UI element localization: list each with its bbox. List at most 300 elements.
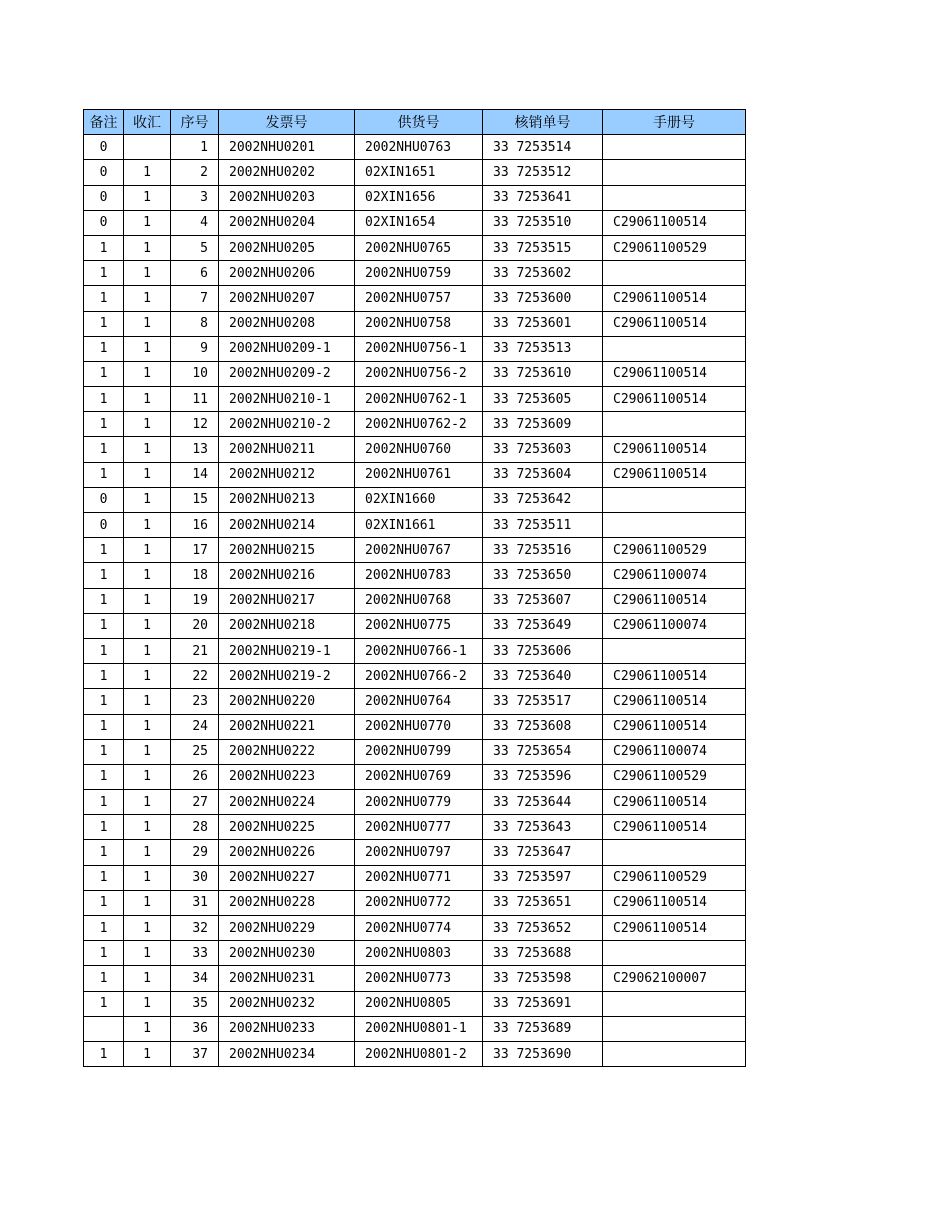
supply-no-cell[interactable]: 2002NHU0762-2 — [355, 412, 483, 437]
serial-cell[interactable]: 18 — [171, 563, 219, 588]
verification-no-cell[interactable]: 33 7253597 — [483, 865, 603, 890]
table-row — [84, 185, 746, 210]
remittance-cell[interactable]: 1 — [124, 311, 171, 336]
handbook-no-cell[interactable]: C29061100529 — [603, 538, 746, 563]
invoice-no-cell[interactable]: 2002NHU0234 — [219, 1041, 355, 1066]
invoice-no-cell[interactable]: 2002NHU0219-2 — [219, 664, 355, 689]
remittance-cell[interactable]: 1 — [124, 235, 171, 260]
table-row — [84, 941, 746, 966]
supply-no-cell[interactable]: 02XIN1656 — [355, 185, 483, 210]
invoice-no-cell[interactable]: 2002NHU0224 — [219, 790, 355, 815]
handbook-no-cell[interactable]: C29061100514 — [603, 689, 746, 714]
supply-no-cell[interactable]: 2002NHU0799 — [355, 739, 483, 764]
remark-cell[interactable]: 0 — [84, 210, 124, 235]
remittance-cell[interactable]: 1 — [124, 563, 171, 588]
table-row — [84, 840, 746, 865]
table-row — [84, 210, 746, 235]
table-row — [84, 966, 746, 991]
handbook-no-cell[interactable]: C29061100514 — [603, 790, 746, 815]
column-header-serial[interactable]: 序号 — [171, 110, 219, 135]
table-row — [84, 588, 746, 613]
handbook-no-cell[interactable]: C29061100514 — [603, 210, 746, 235]
invoice-no-cell[interactable]: 2002NHU0210-1 — [219, 387, 355, 412]
serial-cell[interactable]: 1 — [171, 135, 219, 160]
table-row — [84, 538, 746, 563]
serial-cell[interactable]: 23 — [171, 689, 219, 714]
table-row — [84, 638, 746, 663]
serial-cell[interactable]: 19 — [171, 588, 219, 613]
handbook-no-cell[interactable]: C29061100514 — [603, 664, 746, 689]
remittance-cell[interactable]: 1 — [124, 412, 171, 437]
table-row — [84, 739, 746, 764]
table-row — [84, 613, 746, 638]
table-row — [84, 689, 746, 714]
supply-no-cell[interactable]: 2002NHU0756-1 — [355, 336, 483, 361]
table-row — [84, 991, 746, 1016]
invoice-no-cell[interactable]: 2002NHU0220 — [219, 689, 355, 714]
serial-cell[interactable]: 20 — [171, 613, 219, 638]
supply-no-cell[interactable]: 2002NHU0801-2 — [355, 1041, 483, 1066]
remark-cell[interactable]: 1 — [84, 916, 124, 941]
remark-cell[interactable]: 1 — [84, 739, 124, 764]
verification-no-cell[interactable]: 33 7253649 — [483, 613, 603, 638]
serial-cell[interactable]: 12 — [171, 412, 219, 437]
remittance-cell[interactable]: 1 — [124, 1041, 171, 1066]
handbook-no-cell[interactable]: C29061100074 — [603, 613, 746, 638]
remark-cell[interactable]: 1 — [84, 437, 124, 462]
serial-cell[interactable]: 27 — [171, 790, 219, 815]
handbook-no-cell[interactable]: C29062100007 — [603, 966, 746, 991]
table-row — [84, 311, 746, 336]
handbook-no-cell[interactable] — [603, 1016, 746, 1041]
table-row — [84, 790, 746, 815]
verification-no-cell[interactable]: 33 7253510 — [483, 210, 603, 235]
verification-no-cell[interactable]: 33 7253690 — [483, 1041, 603, 1066]
remark-cell[interactable]: 1 — [84, 764, 124, 789]
invoice-no-cell[interactable]: 2002NHU0230 — [219, 941, 355, 966]
serial-cell[interactable]: 21 — [171, 638, 219, 663]
remark-cell[interactable]: 1 — [84, 638, 124, 663]
serial-cell[interactable]: 5 — [171, 235, 219, 260]
verification-no-cell[interactable]: 33 7253598 — [483, 966, 603, 991]
serial-cell[interactable]: 8 — [171, 311, 219, 336]
table-row — [84, 412, 746, 437]
handbook-no-cell[interactable] — [603, 1041, 746, 1066]
verification-no-cell[interactable]: 33 7253609 — [483, 412, 603, 437]
serial-cell[interactable]: 30 — [171, 865, 219, 890]
supply-no-cell[interactable]: 2002NHU0797 — [355, 840, 483, 865]
column-header-remark[interactable]: 备注 — [84, 110, 124, 135]
handbook-no-cell[interactable] — [603, 941, 746, 966]
remark-cell[interactable]: 0 — [84, 185, 124, 210]
verification-no-cell[interactable]: 33 7253517 — [483, 689, 603, 714]
handbook-no-cell[interactable] — [603, 160, 746, 185]
header-row — [84, 110, 746, 135]
remark-cell[interactable]: 1 — [84, 361, 124, 386]
verification-no-cell[interactable]: 33 7253603 — [483, 437, 603, 462]
table-row — [84, 1041, 746, 1066]
remittance-cell[interactable]: 1 — [124, 336, 171, 361]
verification-no-cell[interactable]: 33 7253610 — [483, 361, 603, 386]
supply-no-cell[interactable]: 2002NHU0759 — [355, 261, 483, 286]
remark-cell[interactable]: 1 — [84, 714, 124, 739]
remittance-cell[interactable]: 1 — [124, 664, 171, 689]
remittance-cell[interactable]: 1 — [124, 865, 171, 890]
invoice-no-cell[interactable]: 2002NHU0208 — [219, 311, 355, 336]
serial-cell[interactable]: 2 — [171, 160, 219, 185]
remark-cell[interactable]: 0 — [84, 135, 124, 160]
serial-cell[interactable]: 28 — [171, 815, 219, 840]
remittance-cell[interactable]: 1 — [124, 764, 171, 789]
remittance-cell[interactable]: 1 — [124, 261, 171, 286]
handbook-no-cell[interactable]: C29061100074 — [603, 739, 746, 764]
supply-no-cell[interactable]: 2002NHU0768 — [355, 588, 483, 613]
remark-cell[interactable] — [84, 1016, 124, 1041]
handbook-no-cell[interactable] — [603, 135, 746, 160]
handbook-no-cell[interactable]: C29061100514 — [603, 437, 746, 462]
table-row — [84, 387, 746, 412]
supply-no-cell[interactable]: 2002NHU0774 — [355, 916, 483, 941]
verification-no-cell[interactable]: 33 7253607 — [483, 588, 603, 613]
remittance-cell[interactable]: 1 — [124, 689, 171, 714]
serial-cell[interactable]: 35 — [171, 991, 219, 1016]
serial-cell[interactable]: 31 — [171, 890, 219, 915]
table-row — [84, 1016, 746, 1041]
serial-cell[interactable]: 15 — [171, 487, 219, 512]
supply-no-cell[interactable]: 2002NHU0771 — [355, 865, 483, 890]
serial-cell[interactable]: 10 — [171, 361, 219, 386]
handbook-no-cell[interactable]: C29061100074 — [603, 563, 746, 588]
table-body — [84, 135, 746, 1067]
remittance-cell[interactable]: 1 — [124, 361, 171, 386]
remittance-cell[interactable]: 1 — [124, 1016, 171, 1041]
table-row — [84, 462, 746, 487]
invoice-no-cell[interactable]: 2002NHU0216 — [219, 563, 355, 588]
invoice-no-cell[interactable]: 2002NHU0226 — [219, 840, 355, 865]
invoice-no-cell[interactable]: 2002NHU0225 — [219, 815, 355, 840]
remark-cell[interactable]: 1 — [84, 966, 124, 991]
invoice-no-cell[interactable]: 2002NHU0221 — [219, 714, 355, 739]
verification-no-cell[interactable]: 33 7253641 — [483, 185, 603, 210]
verification-no-cell[interactable]: 33 7253606 — [483, 638, 603, 663]
supply-no-cell[interactable]: 2002NHU0770 — [355, 714, 483, 739]
supply-no-cell[interactable]: 2002NHU0760 — [355, 437, 483, 462]
supply-no-cell[interactable]: 2002NHU0766-1 — [355, 638, 483, 663]
supply-no-cell[interactable]: 2002NHU0767 — [355, 538, 483, 563]
handbook-no-cell[interactable] — [603, 513, 746, 538]
supply-no-cell[interactable]: 2002NHU0801-1 — [355, 1016, 483, 1041]
verification-no-cell[interactable]: 33 7253600 — [483, 286, 603, 311]
verification-no-cell[interactable]: 33 7253640 — [483, 664, 603, 689]
table-row — [84, 714, 746, 739]
remittance-cell[interactable]: 1 — [124, 185, 171, 210]
remittance-cell[interactable]: 1 — [124, 890, 171, 915]
remittance-cell[interactable]: 1 — [124, 210, 171, 235]
verification-no-cell[interactable]: 33 7253689 — [483, 1016, 603, 1041]
supply-no-cell[interactable]: 2002NHU0758 — [355, 311, 483, 336]
verification-no-cell[interactable]: 33 7253605 — [483, 387, 603, 412]
remittance-cell[interactable]: 1 — [124, 714, 171, 739]
supply-no-cell[interactable]: 2002NHU0779 — [355, 790, 483, 815]
verification-no-cell[interactable]: 33 7253688 — [483, 941, 603, 966]
remittance-cell[interactable]: 1 — [124, 513, 171, 538]
supply-no-cell[interactable]: 2002NHU0805 — [355, 991, 483, 1016]
handbook-no-cell[interactable] — [603, 487, 746, 512]
supply-no-cell[interactable]: 2002NHU0762-1 — [355, 387, 483, 412]
remark-cell[interactable]: 1 — [84, 387, 124, 412]
remark-cell[interactable]: 1 — [84, 412, 124, 437]
invoice-no-cell[interactable]: 2002NHU0218 — [219, 613, 355, 638]
supply-no-cell[interactable]: 2002NHU0765 — [355, 235, 483, 260]
invoice-no-cell[interactable]: 2002NHU0223 — [219, 764, 355, 789]
remark-cell[interactable]: 1 — [84, 865, 124, 890]
remark-cell[interactable]: 1 — [84, 1041, 124, 1066]
verification-no-cell[interactable]: 33 7253691 — [483, 991, 603, 1016]
remittance-cell[interactable]: 1 — [124, 638, 171, 663]
remittance-cell[interactable]: 1 — [124, 462, 171, 487]
table-row — [84, 235, 746, 260]
supply-no-cell[interactable]: 2002NHU0772 — [355, 890, 483, 915]
table-row — [84, 815, 746, 840]
serial-cell[interactable]: 13 — [171, 437, 219, 462]
invoice-no-cell[interactable]: 2002NHU0204 — [219, 210, 355, 235]
handbook-no-cell[interactable] — [603, 638, 746, 663]
verification-no-cell[interactable]: 33 7253642 — [483, 487, 603, 512]
serial-cell[interactable]: 34 — [171, 966, 219, 991]
serial-cell[interactable]: 14 — [171, 462, 219, 487]
supply-no-cell[interactable]: 2002NHU0756-2 — [355, 361, 483, 386]
verification-no-cell[interactable]: 33 7253647 — [483, 840, 603, 865]
invoice-no-cell[interactable]: 2002NHU0205 — [219, 235, 355, 260]
handbook-no-cell[interactable]: C29061100514 — [603, 714, 746, 739]
supply-no-cell[interactable]: 2002NHU0777 — [355, 815, 483, 840]
invoice-no-cell[interactable]: 2002NHU0209-2 — [219, 361, 355, 386]
supply-no-cell[interactable]: 2002NHU0773 — [355, 966, 483, 991]
column-header-verification-no[interactable]: 核销单号 — [483, 110, 603, 135]
verification-no-cell[interactable]: 33 7253516 — [483, 538, 603, 563]
serial-cell[interactable]: 37 — [171, 1041, 219, 1066]
serial-cell[interactable]: 9 — [171, 336, 219, 361]
invoice-no-cell[interactable]: 2002NHU0211 — [219, 437, 355, 462]
remark-cell[interactable]: 1 — [84, 890, 124, 915]
remark-cell[interactable]: 0 — [84, 513, 124, 538]
remittance-cell[interactable]: 1 — [124, 739, 171, 764]
supply-no-cell[interactable]: 2002NHU0766-2 — [355, 664, 483, 689]
verification-no-cell[interactable]: 33 7253652 — [483, 916, 603, 941]
handbook-no-cell[interactable] — [603, 840, 746, 865]
remittance-cell[interactable]: 1 — [124, 790, 171, 815]
verification-no-cell[interactable]: 33 7253514 — [483, 135, 603, 160]
handbook-no-cell[interactable] — [603, 412, 746, 437]
remark-cell[interactable]: 1 — [84, 235, 124, 260]
serial-cell[interactable]: 4 — [171, 210, 219, 235]
invoice-no-cell[interactable]: 2002NHU0202 — [219, 160, 355, 185]
verification-no-cell[interactable]: 33 7253513 — [483, 336, 603, 361]
supply-no-cell[interactable]: 2002NHU0764 — [355, 689, 483, 714]
table-row — [84, 361, 746, 386]
remark-cell[interactable]: 1 — [84, 563, 124, 588]
supply-no-cell[interactable]: 02XIN1660 — [355, 487, 483, 512]
handbook-no-cell[interactable]: C29061100514 — [603, 361, 746, 386]
remark-cell[interactable]: 1 — [84, 790, 124, 815]
verification-no-cell[interactable]: 33 7253604 — [483, 462, 603, 487]
supply-no-cell[interactable]: 02XIN1661 — [355, 513, 483, 538]
invoice-no-cell[interactable]: 2002NHU0215 — [219, 538, 355, 563]
remark-cell[interactable]: 1 — [84, 588, 124, 613]
supply-no-cell[interactable]: 2002NHU0763 — [355, 135, 483, 160]
remittance-cell[interactable]: 1 — [124, 991, 171, 1016]
serial-cell[interactable]: 36 — [171, 1016, 219, 1041]
remark-cell[interactable]: 1 — [84, 286, 124, 311]
supply-no-cell[interactable]: 02XIN1654 — [355, 210, 483, 235]
invoice-no-cell[interactable]: 2002NHU0229 — [219, 916, 355, 941]
verification-no-cell[interactable]: 33 7253644 — [483, 790, 603, 815]
invoice-table — [83, 109, 746, 1067]
remark-cell[interactable]: 1 — [84, 462, 124, 487]
handbook-no-cell[interactable]: C29061100514 — [603, 916, 746, 941]
invoice-no-cell[interactable]: 2002NHU0213 — [219, 487, 355, 512]
invoice-no-cell[interactable]: 2002NHU0227 — [219, 865, 355, 890]
supply-no-cell[interactable]: 2002NHU0761 — [355, 462, 483, 487]
handbook-no-cell[interactable] — [603, 261, 746, 286]
remark-cell[interactable]: 0 — [84, 487, 124, 512]
serial-cell[interactable]: 29 — [171, 840, 219, 865]
remark-cell[interactable]: 0 — [84, 160, 124, 185]
column-header-handbook-no[interactable]: 手册号 — [603, 110, 746, 135]
handbook-no-cell[interactable] — [603, 336, 746, 361]
supply-no-cell[interactable]: 02XIN1651 — [355, 160, 483, 185]
remittance-cell[interactable]: 1 — [124, 387, 171, 412]
serial-cell[interactable]: 16 — [171, 513, 219, 538]
table-row — [84, 563, 746, 588]
remittance-cell[interactable]: 1 — [124, 160, 171, 185]
remittance-cell[interactable]: 1 — [124, 437, 171, 462]
verification-no-cell[interactable]: 33 7253654 — [483, 739, 603, 764]
remark-cell[interactable]: 1 — [84, 261, 124, 286]
column-header-remittance[interactable]: 收汇 — [124, 110, 171, 135]
remittance-cell[interactable]: 1 — [124, 286, 171, 311]
handbook-no-cell[interactable] — [603, 185, 746, 210]
remark-cell[interactable]: 1 — [84, 336, 124, 361]
remark-cell[interactable]: 1 — [84, 991, 124, 1016]
column-header-invoice-no[interactable]: 发票号 — [219, 110, 355, 135]
verification-no-cell[interactable]: 33 7253515 — [483, 235, 603, 260]
serial-cell[interactable]: 33 — [171, 941, 219, 966]
serial-cell[interactable]: 32 — [171, 916, 219, 941]
verification-no-cell[interactable]: 33 7253602 — [483, 261, 603, 286]
table-row — [84, 865, 746, 890]
handbook-no-cell[interactable]: C29061100529 — [603, 235, 746, 260]
remark-cell[interactable]: 1 — [84, 840, 124, 865]
handbook-no-cell[interactable]: C29061100514 — [603, 462, 746, 487]
remark-cell[interactable]: 1 — [84, 311, 124, 336]
table-row — [84, 135, 746, 160]
remittance-cell[interactable]: 1 — [124, 840, 171, 865]
remark-cell[interactable]: 1 — [84, 664, 124, 689]
handbook-no-cell[interactable]: C29061100514 — [603, 890, 746, 915]
remittance-cell[interactable]: 1 — [124, 941, 171, 966]
remittance-cell[interactable]: 1 — [124, 487, 171, 512]
remittance-cell[interactable]: 1 — [124, 815, 171, 840]
serial-cell[interactable]: 26 — [171, 764, 219, 789]
handbook-no-cell[interactable]: C29061100529 — [603, 764, 746, 789]
verification-no-cell[interactable]: 33 7253643 — [483, 815, 603, 840]
table-row — [84, 890, 746, 915]
remark-cell[interactable]: 1 — [84, 815, 124, 840]
invoice-no-cell[interactable]: 2002NHU0206 — [219, 261, 355, 286]
remittance-cell[interactable]: 1 — [124, 588, 171, 613]
serial-cell[interactable]: 7 — [171, 286, 219, 311]
serial-cell[interactable]: 3 — [171, 185, 219, 210]
table-row — [84, 261, 746, 286]
handbook-no-cell[interactable]: C29061100514 — [603, 286, 746, 311]
handbook-no-cell[interactable]: C29061100529 — [603, 865, 746, 890]
invoice-no-cell[interactable]: 2002NHU0228 — [219, 890, 355, 915]
serial-cell[interactable]: 24 — [171, 714, 219, 739]
supply-no-cell[interactable]: 2002NHU0775 — [355, 613, 483, 638]
table-row — [84, 437, 746, 462]
invoice-no-cell[interactable]: 2002NHU0219-1 — [219, 638, 355, 663]
invoice-no-cell[interactable]: 2002NHU0207 — [219, 286, 355, 311]
invoice-no-cell[interactable]: 2002NHU0214 — [219, 513, 355, 538]
handbook-no-cell[interactable] — [603, 991, 746, 1016]
verification-no-cell[interactable]: 33 7253651 — [483, 890, 603, 915]
table-row — [84, 336, 746, 361]
serial-cell[interactable]: 17 — [171, 538, 219, 563]
invoice-no-cell[interactable]: 2002NHU0232 — [219, 991, 355, 1016]
supply-no-cell[interactable]: 2002NHU0783 — [355, 563, 483, 588]
invoice-no-cell[interactable]: 2002NHU0233 — [219, 1016, 355, 1041]
handbook-no-cell[interactable]: C29061100514 — [603, 588, 746, 613]
supply-no-cell[interactable]: 2002NHU0757 — [355, 286, 483, 311]
invoice-no-cell[interactable]: 2002NHU0231 — [219, 966, 355, 991]
invoice-no-cell[interactable]: 2002NHU0210-2 — [219, 412, 355, 437]
remittance-cell[interactable] — [124, 135, 171, 160]
verification-no-cell[interactable]: 33 7253601 — [483, 311, 603, 336]
invoice-no-cell[interactable]: 2002NHU0212 — [219, 462, 355, 487]
supply-no-cell[interactable]: 2002NHU0769 — [355, 764, 483, 789]
invoice-no-cell[interactable]: 2002NHU0222 — [219, 739, 355, 764]
remittance-cell[interactable]: 1 — [124, 916, 171, 941]
invoice-no-cell[interactable]: 2002NHU0217 — [219, 588, 355, 613]
serial-cell[interactable]: 25 — [171, 739, 219, 764]
verification-no-cell[interactable]: 33 7253650 — [483, 563, 603, 588]
remittance-cell[interactable]: 1 — [124, 966, 171, 991]
verification-no-cell[interactable]: 33 7253608 — [483, 714, 603, 739]
remittance-cell[interactable]: 1 — [124, 613, 171, 638]
invoice-no-cell[interactable]: 2002NHU0209-1 — [219, 336, 355, 361]
table-row — [84, 664, 746, 689]
handbook-no-cell[interactable]: C29061100514 — [603, 387, 746, 412]
remark-cell[interactable]: 1 — [84, 689, 124, 714]
serial-cell[interactable]: 11 — [171, 387, 219, 412]
serial-cell[interactable]: 22 — [171, 664, 219, 689]
verification-no-cell[interactable]: 33 7253596 — [483, 764, 603, 789]
serial-cell[interactable]: 6 — [171, 261, 219, 286]
invoice-no-cell[interactable]: 2002NHU0201 — [219, 135, 355, 160]
handbook-no-cell[interactable]: C29061100514 — [603, 815, 746, 840]
column-header-supply-no[interactable]: 供货号 — [355, 110, 483, 135]
remittance-cell[interactable]: 1 — [124, 538, 171, 563]
remark-cell[interactable]: 1 — [84, 613, 124, 638]
handbook-no-cell[interactable]: C29061100514 — [603, 311, 746, 336]
remark-cell[interactable]: 1 — [84, 538, 124, 563]
supply-no-cell[interactable]: 2002NHU0803 — [355, 941, 483, 966]
verification-no-cell[interactable]: 33 7253512 — [483, 160, 603, 185]
verification-no-cell[interactable]: 33 7253511 — [483, 513, 603, 538]
invoice-no-cell[interactable]: 2002NHU0203 — [219, 185, 355, 210]
remark-cell[interactable]: 1 — [84, 941, 124, 966]
